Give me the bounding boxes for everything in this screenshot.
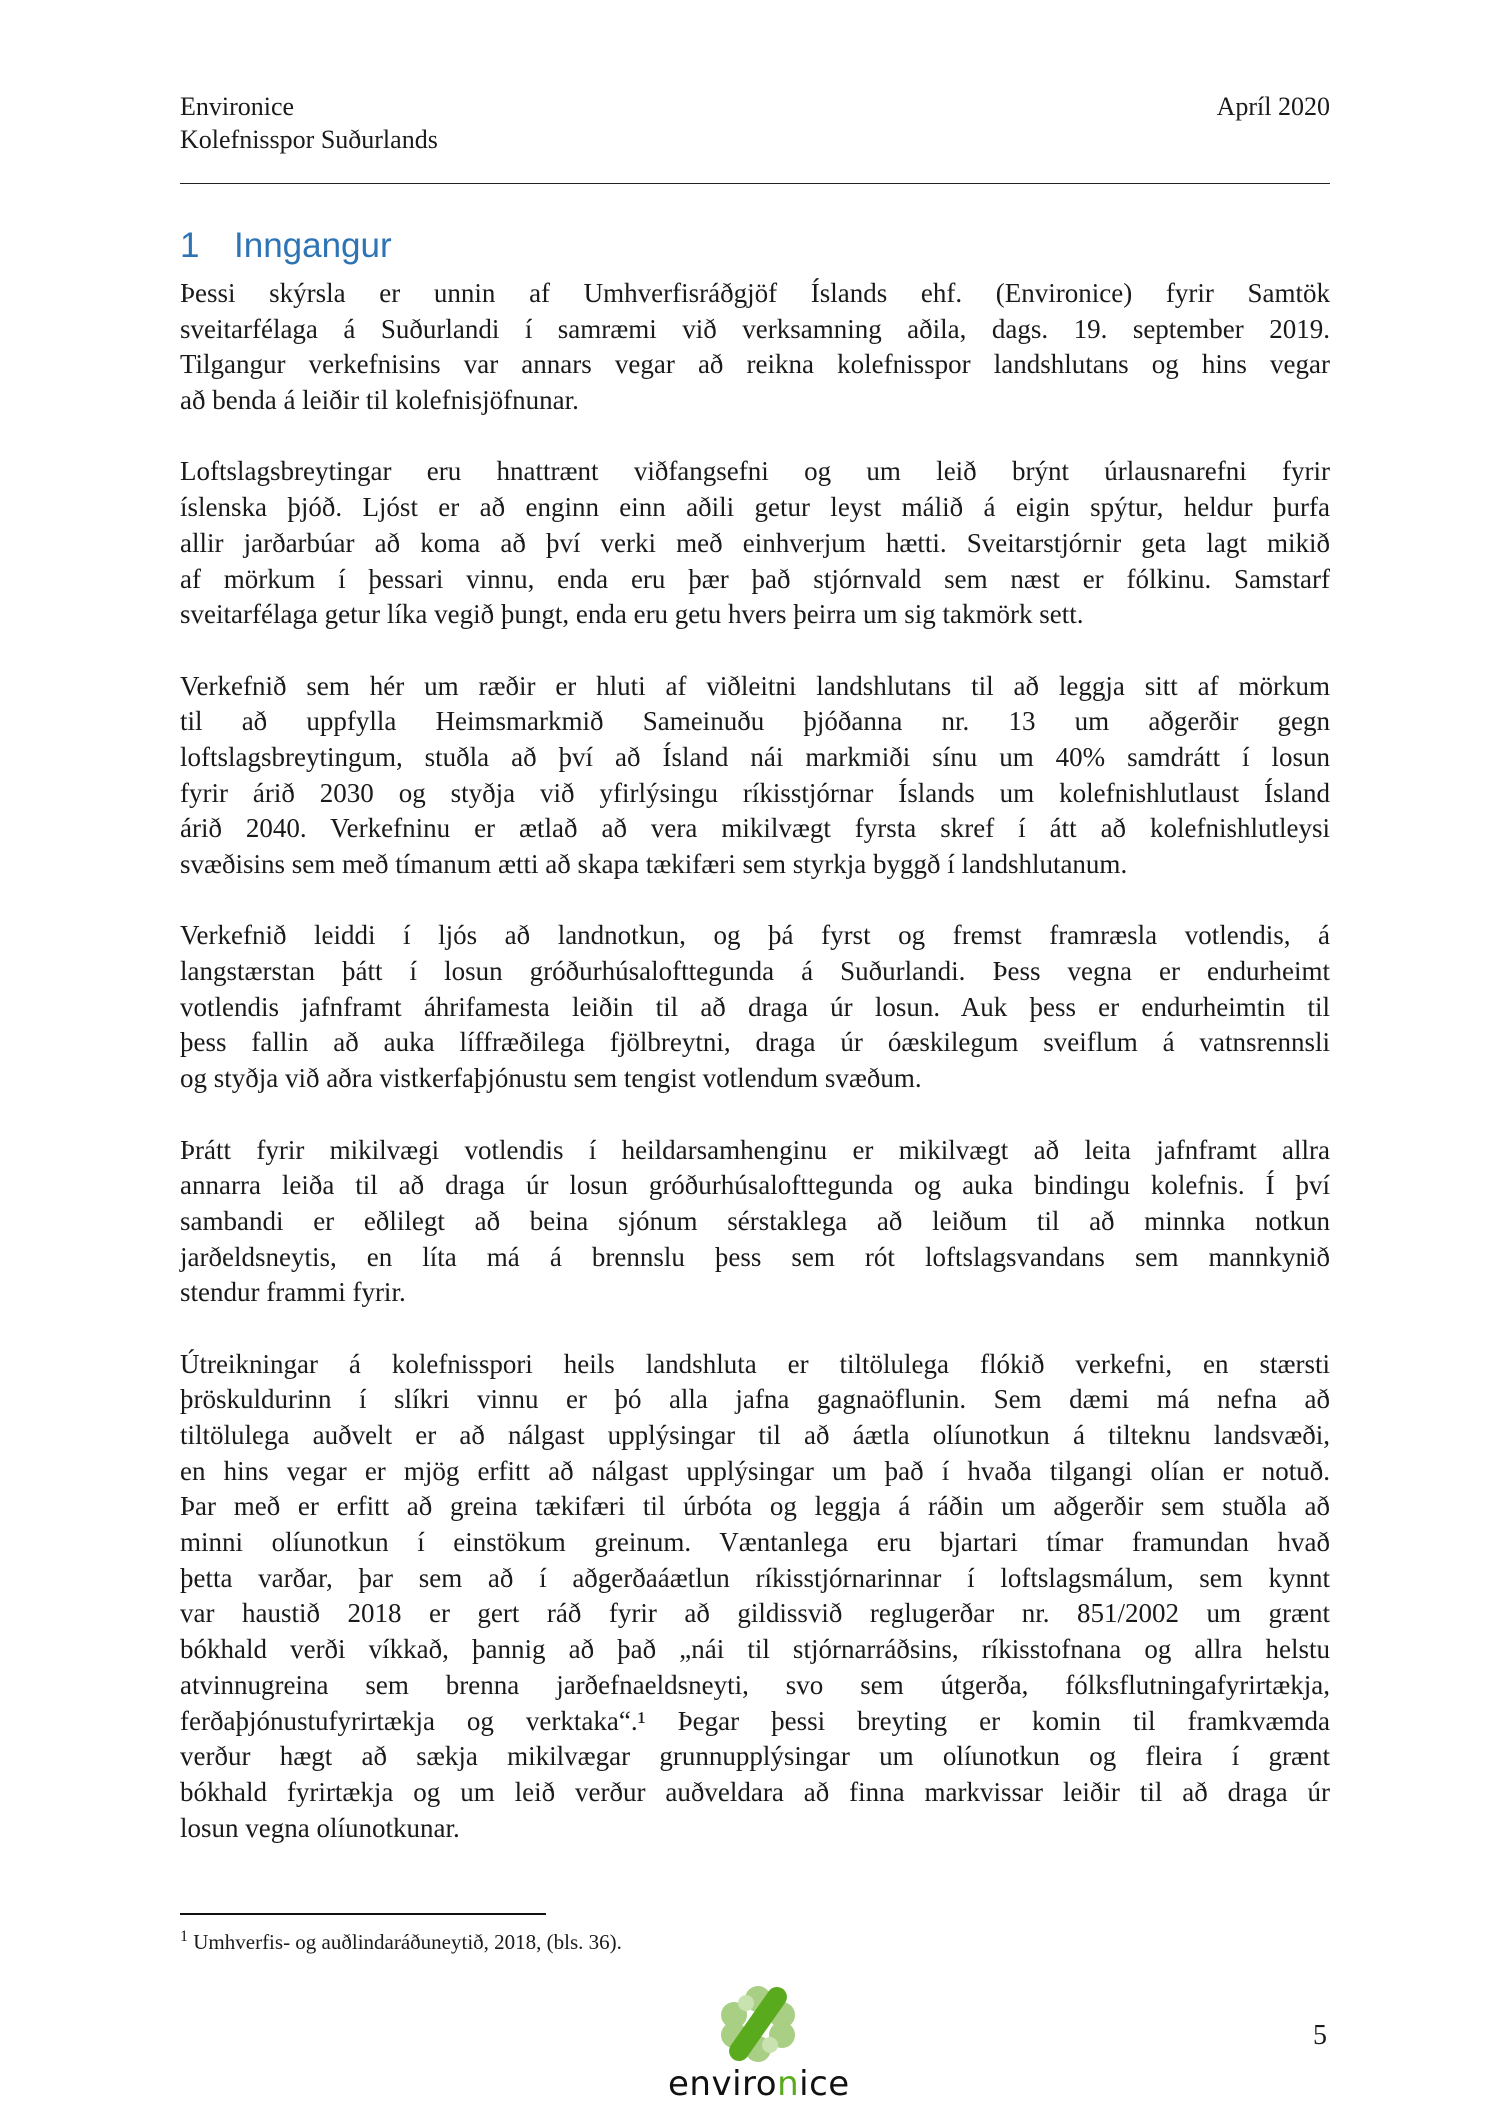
text-line: Þrátt fyrir mikilvægi votlendis í heildarsamhenginu er mikilvægt að leita jafnframt allra [180, 1134, 1330, 1165]
environice-logo [668, 1985, 848, 2104]
text-line: stendur frammi fyrir. [180, 1277, 406, 1308]
footnote [180, 1930, 622, 1955]
text-line: þetta varðar, þar sem að í aðgerðaáætlun ríkisstjórnarinnar í loftslagsmálum, sem kynnt [180, 1562, 1330, 1593]
section-number: 1 [180, 226, 200, 265]
text-line: atvinnugreina sem brenna jarðefnaeldsneyti, svo sem útgerða, fólksflutningafyrirtækja, [180, 1669, 1330, 1700]
footnote-divider [180, 1913, 546, 1915]
text-line: af mörkum í þessari vinnu, enda eru þær það stjórnvald sem næst er fólkinu. Samstarf [180, 563, 1330, 594]
text-line: Útreikningar á kolefnisspori heils landshluta er tiltölulega flókið verkefni, en stærsti [180, 1348, 1330, 1379]
text-line: þess fallin að auka líffræðilega fjölbreytni, draga úr óæskilegum sveiflum á vatnsrennsli [180, 1027, 1330, 1058]
text-line: bókhald fyrirtækja og um leið verður auðveldara að finna markvissar leiðir til að draga úr [180, 1776, 1330, 1807]
header-date: Apríl 2020 [1216, 92, 1330, 121]
paragraph [180, 276, 1330, 419]
text-line: Þessi skýrsla er unnin af Umhverfisráðgjöf Íslands ehf. (Environice) fyrir Samtök [180, 278, 1330, 308]
text-line: Þar með er erfitt að greina tækifæri til úrbóta og leggja á ráðin um aðgerðir sem stuðla að [180, 1491, 1330, 1522]
text-line: allir jarðarbúar að koma að því verki með einhverjum hætti. Sveitarstjórnir geta lagt mikið [180, 527, 1330, 558]
section-title: Inngangur [234, 226, 392, 265]
paragraph [180, 918, 1330, 1096]
text-line: langstærstan þátt í losun gróðurhúsalofttegunda á Suðurlandi. Þess vegna er endurheimt [180, 956, 1330, 987]
logo-wordmark: environice [668, 2064, 850, 2104]
text-line: fyrir árið 2030 og styðja við yfirlýsingu ríkisstjórnar Íslands um kolefnishlutlaust Ísland [180, 777, 1330, 808]
text-line: sveitarfélaga getur líka vegið þungt, enda eru getu hvers þeirra um sig takmörk sett. [180, 599, 1084, 630]
text-line: losun vegna olíunotkunar. [180, 1812, 460, 1843]
text-line: svæðisins sem með tímanum ætti að skapa tækifæri sem styrkja byggð í landshlutanum. [180, 849, 1128, 879]
paragraph [180, 1133, 1330, 1311]
header-divider [180, 183, 1330, 184]
text-line: Tilgangur verkefnisins var annars vegar að reikna kolefnisspor landshlutans og hins vegar [180, 349, 1330, 380]
header-report-title: Kolefnisspor Suðurlands [180, 125, 438, 154]
text-line: árið 2040. Verkefninu er ætlað að vera mikilvægt fyrsta skref í átt að kolefnishlutleysi [180, 813, 1330, 844]
section-heading [180, 226, 392, 266]
text-line: að benda á leiðir til kolefnisjöfnunar. [180, 385, 579, 416]
text-line: til að uppfylla Heimsmarkmið Sameinuðu þjóðanna nr. 13 um aðgerðir gegn [180, 706, 1330, 737]
text-line: Verkefnið leiddi í ljós að landnotkun, og þá fyrst og fremst framræsla votlendis, á [180, 920, 1330, 951]
text-line: loftslagsbreytingum, stuðla að því að Ísland nái markmiði sínu um 40% samdrátt í losun [180, 741, 1330, 772]
header-company: Environice [180, 92, 295, 121]
text-line: og styðja við aðra vistkerfaþjónustu sem tengist votlendum svæðum. [180, 1063, 922, 1094]
text-line: bókhald verði víkkað, þannig að það „nái til stjórnarráðsins, ríkisstofnana og allra helstu [180, 1634, 1330, 1665]
page-header-left [180, 90, 438, 156]
text-line: annarra leiða til að draga úr losun gróðurhúsalofttegunda og auka bindingu kolefnis. Í því [180, 1170, 1330, 1201]
text-line: minni olíunotkun í einstökum greinum. Væntanlega eru bjartari tímar framundan hvað [180, 1527, 1330, 1558]
text-line: sveitarfélaga á Suðurlandi í samræmi við verksamning aðila, dags. 19. september 2019. [180, 313, 1330, 344]
text-line: ferðaþjónustufyrirtækja og verktaka“.¹ Þegar þessi breyting er komin til framkvæmda [180, 1705, 1330, 1736]
text-line: Loftslagsbreytingar eru hnattrænt viðfangsefni og um leið brýnt úrlausnarefni fyrir [180, 456, 1330, 487]
text-line: þröskuldurinn í slíkri vinnu er þó alla jafna gagnaöflunin. Sem dæmi má nefna að [180, 1384, 1330, 1415]
text-line: Verkefnið sem hér um ræðir er hluti af viðleitni landshlutans til að leggja sitt af mörkum [180, 670, 1330, 701]
text-line: var haustið 2018 er gert ráð fyrir að gildissvið reglugerðar nr. 851/2002 um grænt [180, 1598, 1330, 1629]
text-line: verður hægt að sækja mikilvægar grunnupplýsingar um olíunotkun og fleira í grænt [180, 1741, 1330, 1772]
page-number: 5 [1313, 2020, 1327, 2051]
paragraph [180, 454, 1330, 632]
text-line: jarðeldsneytis, en líta má á brennslu þess sem rót loftslagsvandans sem mannkynið [180, 1241, 1330, 1272]
paragraph [180, 669, 1330, 883]
footnote-marker: 1 [180, 1928, 188, 1945]
text-line: sambandi er eðlilegt að beina sjónum sérstaklega að leiðum til að minnka notkun [180, 1205, 1330, 1236]
body-text [180, 276, 1330, 1882]
text-line: tiltölulega auðvelt er að nálgast upplýsingar til að áætla olíunotkun á tilteknu landsvæði, [180, 1420, 1330, 1450]
text-line: votlendis jafnframt áhrifamesta leiðin til að draga úr losun. Auk þess er endurheimtin til [180, 991, 1330, 1022]
text-line: en hins vegar er mjög erfitt að nálgast upplýsingar um það í hvaða tilgangi olían er notuð. [180, 1455, 1330, 1486]
paragraph [180, 1347, 1330, 1847]
footnote-text: Umhverfis- og auðlindaráðuneytið, 2018, (bls. 36). [193, 1930, 622, 1954]
clover-logo-icon [718, 1985, 798, 2063]
text-line: íslenska þjóð. Ljóst er að enginn einn aðili getur leyst málið á eigin spýtur, heldur þurfa [180, 492, 1330, 523]
